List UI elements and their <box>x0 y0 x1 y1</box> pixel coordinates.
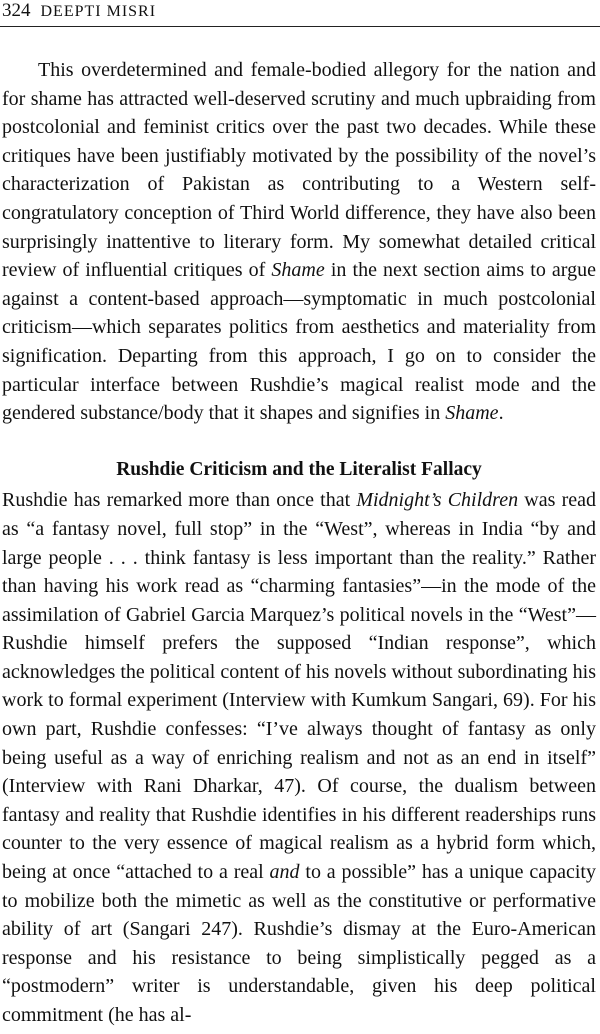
paragraph-2-text-b: was read as “a fantasy novel, full stop” in the “West”, whereas in India “by and large people . . . think fantasy is less important than the reality.” Rather than having his work read as “charming fantasies”—in the mode of the assimilation of Gabriel Garcia Marquez’s political novels in the “West”—Rushdie himself prefers the supposed “Indian response”, which acknowledges the political content of his novels without subordinating his work to formal experiment (Interview with Kumkum Sangari, 69). For his own part, Rushdie confesses: “I’ve always thought of fantasy as only being useful as a way of enriching realism and not as an end in itself” (Interview with Rani Dharkar, 47). Of course, the dualism between fantasy and reality that Rushdie identifies in his different readerships runs counter to the very essence of magical realism as a hybrid form which, being at once “attached to a real <box>2 489 596 884</box>
title-midnights-children-italic: Midnight’s Children <box>356 489 519 512</box>
paragraph-2-text-a: Rushdie has remarked more than once that <box>2 489 357 512</box>
running-head-author: DEEPTI MISRI <box>40 3 157 20</box>
body-text <box>2 56 596 1030</box>
title-shame-italic: Shame <box>445 402 499 425</box>
paragraph-1-text-a: This overdetermined and female-bodied allegory for the nation and for shame has attracted well-deserved scrutiny and much upbraiding from postcolonial and feminist critics over the past two decades. While these critiques have been justifiably motivated by the possibility of the novel’s characterization of Pakistan as contributing to a Western self-congratulatory conception of Third World difference, they have also been surprisingly inattentive to literary form. My somewhat detailed critical review of influential critiques of <box>2 59 596 282</box>
paragraph-2-text-c: to a possible” has a unique capacity to mobilize both the mimetic as well as the constitutive or performative ability of art (Sangari 247). Rushdie’s dismay at the Euro-American response and his resistance to being simplistically pegged as a “postmodern” writer is understandable, given his deep political commitment (he has al- <box>2 861 596 1026</box>
section-heading: Rushdie Criticism and the Literalist Fallacy <box>116 458 482 480</box>
paragraph-1-text-b: in the next section aims to argue against a content-based approach—symptomatic in much postcolonial criticism—which separates politics from aesthetics and materiality from signification. Departing from this approach, I go on to consider the particular interface between Rushdie’s magical realist mode and the gendered substance/body that it shapes and signifies in <box>2 259 596 425</box>
paragraph-1-text-c: . <box>498 402 504 425</box>
title-shame-italic: Shame <box>271 259 325 282</box>
header-rule <box>0 26 600 27</box>
paragraph-1 <box>2 56 596 428</box>
page-number: 324 <box>2 0 31 21</box>
running-header <box>2 0 156 26</box>
emphasis-and-italic: and <box>269 861 300 884</box>
paragraph-2 <box>2 486 596 1029</box>
